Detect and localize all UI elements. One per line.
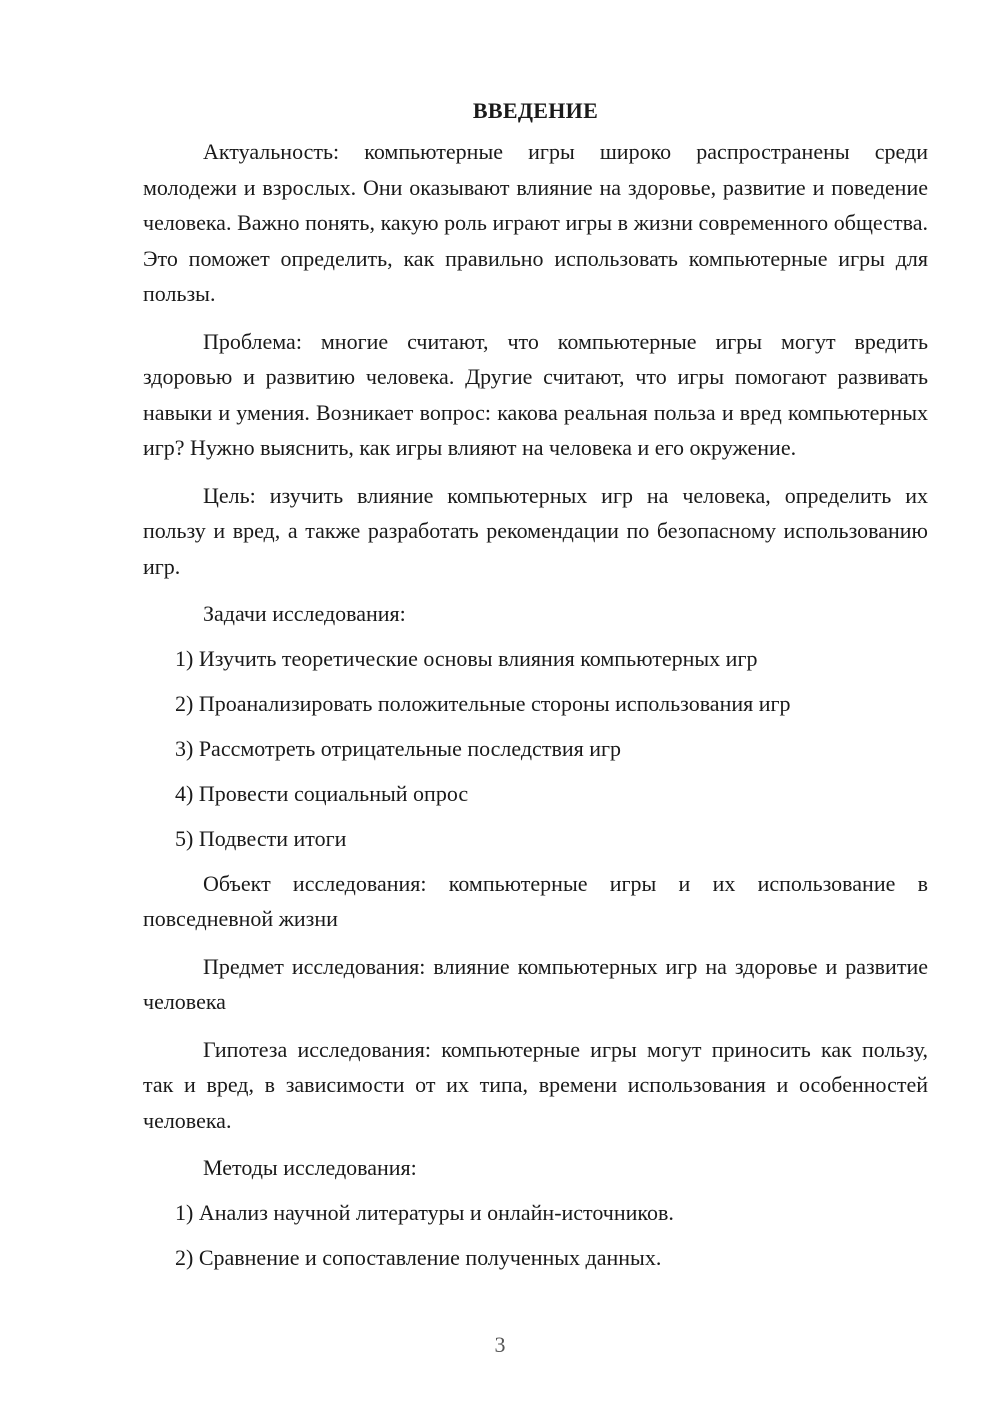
subject-paragraph: Предмет исследования: влияние компьютерных игр на здоровье и развитие человека <box>143 953 928 1014</box>
task-item: 3) Рассмотреть отрицательные последствия игр <box>175 735 622 761</box>
task-item: 2) Проанализировать положительные стороны использования игр <box>175 690 791 716</box>
task-item: 5) Подвести итоги <box>175 825 347 851</box>
methods-list <box>143 1195 928 1276</box>
method-item: 2) Сравнение и сопоставление полученных данных. <box>175 1244 662 1270</box>
task-item: 1) Изучить теоретические основы влияния компьютерных игр <box>175 645 758 671</box>
goal-paragraph: Цель: изучить влияние компьютерных игр на человека, определить их пользу и вред, а также разработать рекомендации по безопасному использованию игр. <box>143 482 928 579</box>
tasks-list <box>143 641 928 857</box>
hypothesis-paragraph: Гипотеза исследования: компьютерные игры могут приносить как пользу, так и вред, в зависимости от их типа, времени использования и особенностей человека. <box>143 1036 928 1133</box>
problem-paragraph: Проблема: многие считают, что компьютерные игры могут вредить здоровью и развитию человека. Другие считают, что игры помогают развивать навыки и умения. Возникает вопрос: какова реальная польза и вред компьютерных игр? Нужно выяснить, как игры влияют на человека и его окружение. <box>143 328 928 460</box>
task-item: 4) Провести социальный опрос <box>175 780 469 806</box>
page-number: 3 <box>494 1332 506 1357</box>
relevance-paragraph: Актуальность: компьютерные игры широко распространены среди молодежи и взрослых. Они оказывают влияние на здоровье, развитие и поведение человека. Важно понять, какую роль играют игры в жизни современного общества. Это поможет определить, как правильно использовать компьютерные игры для пользы. <box>143 139 928 306</box>
document-page <box>143 96 928 1285</box>
tasks-heading: Задачи исследования: <box>203 601 406 626</box>
section-title: ВВЕДЕНИЕ <box>472 98 599 123</box>
method-item: 1) Анализ научной литературы и онлайн-источников. <box>175 1199 674 1225</box>
object-paragraph: Объект исследования: компьютерные игры и их использование в повседневной жизни <box>143 870 928 931</box>
methods-heading: Методы исследования: <box>203 1155 417 1180</box>
